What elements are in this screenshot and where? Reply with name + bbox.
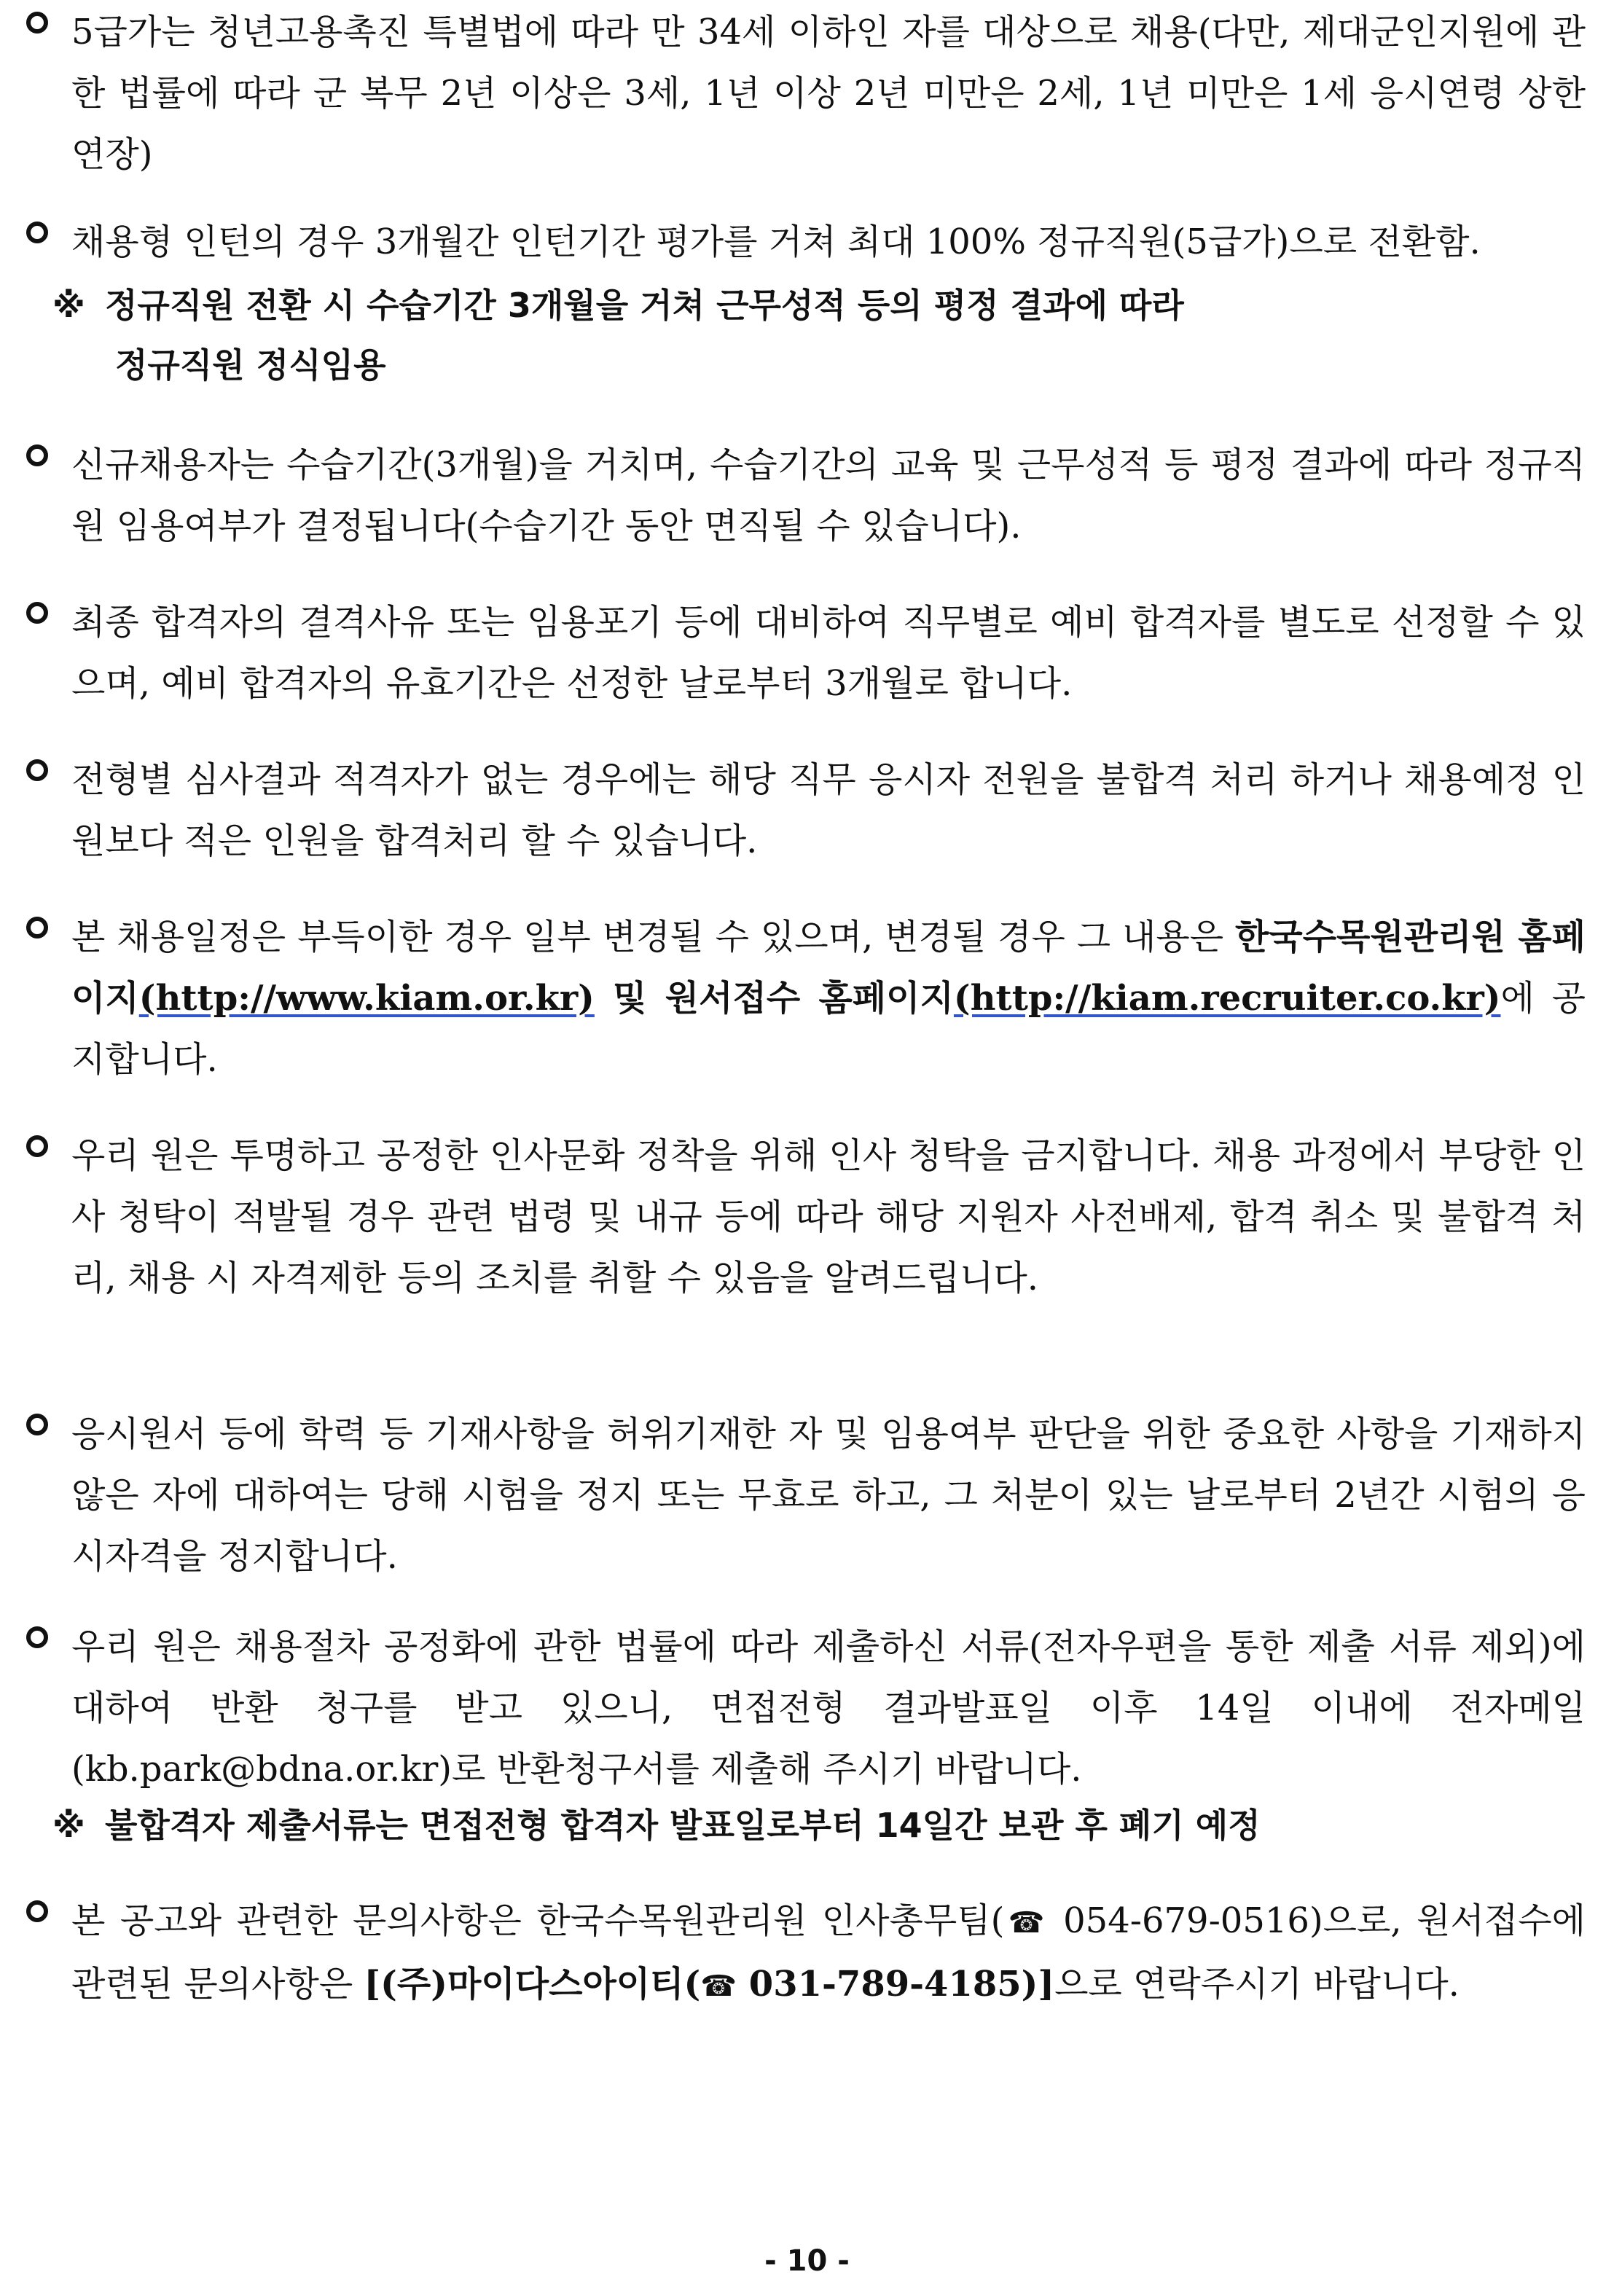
text-segment: 으로 연락주시기 바랍니다. — [1054, 1964, 1460, 2005]
list-item — [26, 1, 1586, 185]
list-item — [26, 434, 1586, 557]
circle-bullet-icon — [26, 222, 48, 243]
paragraph-text: 우리 원은 채용절차 공정화에 관한 법률에 따라 제출하신 서류(전자우편을 통한 제출 서류 제외)에 대하여 반환 청구를 받고 있으니, 면접전형 결과발표일 이후 14일 이내에 전자메일(kb.park@bdna.or.kr)로 반환청구서를 제출해 주시기 바랍니다. — [71, 1626, 1586, 1790]
list-item — [26, 906, 1586, 1090]
phone-icon: ☎ — [700, 1970, 737, 2003]
circle-bullet-icon — [26, 12, 48, 34]
text-segment: 본 채용일정은 부득이한 경우 일부 변경될 수 있으며, 변경될 경우 그 내용은 — [71, 917, 1235, 957]
paragraph-text: 최종 합격자의 결격사유 또는 임용포기 등에 대비하여 직무별로 예비 합격자를 별도로 선정할 수 있으며, 예비 합격자의 유효기간은 선정한 날로부터 3개월로 합니다. — [71, 602, 1586, 704]
list-item — [26, 1125, 1586, 1309]
circle-bullet-icon — [26, 444, 48, 466]
vendor-phone: 031-789-4185)] — [737, 1964, 1055, 2005]
vendor-name: [(주)마이다스아이티( — [364, 1964, 701, 2005]
phone-icon: ☎ — [1004, 1906, 1049, 1940]
text-segment: 본 공고와 관련한 문의사항은 한국수목원관리원 인사총무팀( — [71, 1900, 1005, 1941]
list-item — [26, 1403, 1586, 1587]
list-item — [26, 749, 1586, 871]
paragraph-text: 전형별 심사결과 적격자가 없는 경우에는 해당 직무 응시자 전원을 불합격 처리 하거나 채용예정 인원보다 적은 인원을 합격처리 할 수 있습니다. — [71, 759, 1586, 861]
note-mark: ※ — [52, 1806, 85, 1845]
circle-bullet-icon — [26, 917, 48, 939]
page-number: - 10 - — [764, 2244, 850, 2278]
recruit-homepage-label: 및 원서접수 홈페이지 — [594, 978, 954, 1019]
list-item — [26, 211, 1586, 273]
note-text: 불합격자 제출서류는 면접전형 합격자 발표일로부터 14일간 보관 후 폐기 예정 — [105, 1806, 1261, 1845]
list-item — [26, 592, 1586, 714]
circle-bullet-icon — [26, 759, 48, 781]
list-item — [26, 1616, 1586, 1800]
circle-bullet-icon — [26, 1414, 48, 1435]
paragraph-text: 우리 원은 투명하고 공정한 인사문화 정착을 위해 인사 청탁을 금지합니다. 채용 과정에서 부당한 인사 청탁이 적발될 경우 관련 법령 및 내규 등에 따라 해당 지원자 사전배제, 합격 취소 및 불합격 처리, 채용 시 자격제한 등의 조치를 취할 수 있음을 알려드립니다. — [71, 1135, 1586, 1298]
note-line — [52, 275, 1568, 395]
paragraph-text: 채용형 인턴의 경우 3개월간 인턴기간 평가를 거쳐 최대 100% 정규직원(5급가)으로 전환함. — [71, 222, 1481, 262]
note-line — [52, 1795, 1568, 1855]
circle-bullet-icon — [26, 1900, 48, 1922]
recruiter-link[interactable]: (http://kiam.recruiter.co.kr) — [953, 978, 1501, 1019]
paragraph-text — [71, 906, 1586, 1090]
note-text-continued: 정규직원 정식임용 — [115, 345, 386, 385]
list-item — [26, 1890, 1586, 2017]
text-segment: 054-679-0516)으로, 원서접수에 관련된 문의사항은 — [71, 1900, 1586, 2005]
homepage-link[interactable]: (http://www.kiam.or.kr) — [138, 978, 595, 1019]
circle-bullet-icon — [26, 1626, 48, 1648]
org-homepage-label: 한국수목원관리원 홈페이지 — [71, 917, 1586, 1019]
paragraph-text: 응시원서 등에 학력 등 기재사항을 허위기재한 자 및 임용여부 판단을 위한 중요한 사항을 기재하지 않은 자에 대하여는 당해 시험을 정지 또는 무효로 하고, 그 처분이 있는 날로부터 2년간 시험의 응시자격을 정지합니다. — [71, 1414, 1586, 1577]
circle-bullet-icon — [26, 602, 48, 624]
circle-bullet-icon — [26, 1135, 48, 1157]
paragraph-text — [71, 1890, 1586, 2017]
text-segment: 에 공지합니다. — [71, 978, 1586, 1080]
paragraph-text: 5급가는 청년고용촉진 특별법에 따라 만 34세 이하인 자를 대상으로 채용(다만, 제대군인지원에 관한 법률에 따라 군 복무 2년 이상은 3세, 1년 이상 2년 미만은 2세, 1년 미만은 1세 응시연령 상한 연장) — [71, 12, 1586, 175]
note-mark: ※ — [52, 286, 85, 325]
note-text: 정규직원 전환 시 수습기간 3개월을 거쳐 근무성적 등의 평정 결과에 따라 — [105, 286, 1184, 325]
vendor-contact — [364, 1964, 1054, 2005]
paragraph-text: 신규채용자는 수습기간(3개월)을 거치며, 수습기간의 교육 및 근무성적 등 평정 결과에 따라 정규직원 임용여부가 결정됩니다(수습기간 동안 면직될 수 있습니다). — [71, 444, 1586, 546]
